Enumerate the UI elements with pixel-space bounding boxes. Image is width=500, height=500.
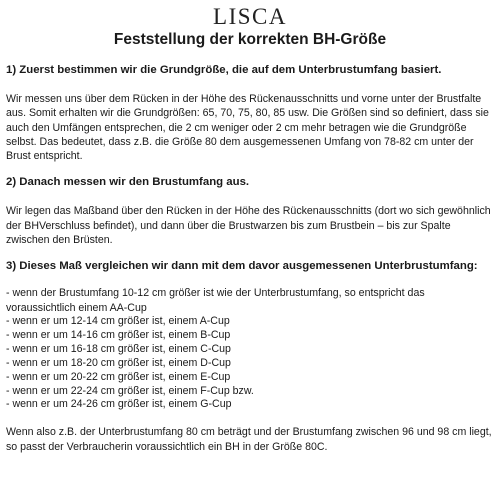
section-3-heading: 3) Dieses Maß vergleichen wir dann mit dem davor ausgemessenen Unterbrustumfang: (6, 260, 478, 273)
list-item: - wenn er um 22-24 cm größer ist, einem F-Cup bzw. (6, 384, 254, 397)
list-item: - wenn er um 14-16 cm größer ist, einem B-Cup (6, 328, 231, 341)
section-2-heading: 2) Danach messen wir den Brustumfang aus. (6, 176, 250, 189)
list-item: - wenn er um 20-22 cm größer ist, einem E-Cup (6, 370, 231, 383)
list-item: - wenn er um 12-14 cm größer ist, einem A-Cup (6, 314, 230, 327)
section-3-intro: - wenn der Brustumfang 10-12 cm größer ist wie der Unterbrustumfang, so entspricht das voraussichtlich einem AA-Cup (6, 287, 425, 314)
list-item: - wenn er um 16-18 cm größer ist, einem C-Cup (6, 342, 231, 355)
section-2-text: Wir legen das Maßband über den Rücken in der Höhe des Rückenausschnitts (dort wo sich gewöhnlich der BHVerschluss befindet), und dann über die Brustwarzen bis zum Brustbein – bis zur Spalte zwischen den Brüsten. (6, 205, 491, 247)
brand-logo: LISCA (213, 4, 287, 29)
page-title: Feststellung der korrekten BH-Größe (113, 31, 387, 48)
list-item: - wenn er um 24-26 cm größer ist, einem G-Cup (6, 398, 232, 411)
section-1-heading: 1) Zuerst bestimmen wir die Grundgröße, die auf dem Unterbrustumfang basiert. (6, 64, 442, 76)
cup-size-list (6, 315, 494, 412)
conclusion-text: Wenn also z.B. der Unterbrustumfang 80 cm beträgt und der Brustumfang zwischen 96 und 98 cm liegt, so passt der Verbraucherin voraussichtlich ein BH in der Größe 80C. (6, 426, 492, 453)
list-item: - wenn er um 18-20 cm größer ist, einem D-Cup (6, 356, 231, 369)
section-1-text: Wir messen uns über dem Rücken in der Höhe des Rückenausschnitts und vorne unter der Brustfalte aus. Somit erhalten wir die Grundgrößen: 65, 70, 75, 80, 85 usw. Die Größen sind so definiert, dass sie auch den Umfängen entsprechen, die 2 cm weniger oder 2 cm mehr betragen wie die Grundgröße selbst. Das bedeutet, dass z.B. die Größe 80 dem ausgemessenen Umfang von 78-82 cm unter der Brust entspricht. (6, 93, 489, 163)
